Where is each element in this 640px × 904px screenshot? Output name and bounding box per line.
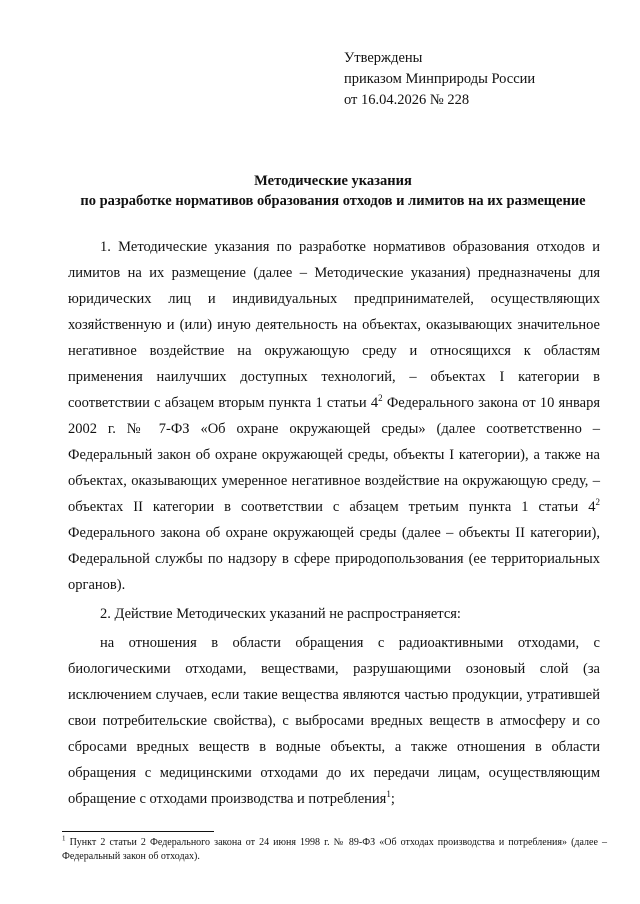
paragraph-1 xyxy=(68,234,600,598)
document-body xyxy=(68,234,600,812)
approval-block xyxy=(344,48,535,111)
title-line-2: по разработке нормативов образования отходов и лимитов на их размещение xyxy=(80,193,586,209)
paragraph-3-end: ; xyxy=(390,791,395,807)
superscript-article-index-2: 2 xyxy=(595,497,600,508)
approval-line-order: приказом Минприроды России xyxy=(344,71,536,87)
paragraph-1-text-b: Федерального закона от 10 января 2002 г. № 7-ФЗ «Об охране окружающей среды» (далее соответственно – Федеральный закон об охране окружающей среды, объекты I категории), а также на объектах, оказывающих умеренное негативное воздействие на окружающую среду, – объектах II категории в соответствии с абзацем третьим пункта 1 статьи 4 xyxy=(68,395,600,515)
footnote-mark: 1 xyxy=(62,834,66,843)
footnote-reference: 1 xyxy=(386,789,391,800)
superscript-article-index: 2 xyxy=(378,393,383,404)
paragraph-2: 2. Действие Методических указаний не распространяется: xyxy=(100,606,461,622)
footnote xyxy=(62,836,607,864)
footnote-text: Пункт 2 статьи 2 Федерального закона от 24 июня 1998 г. № 89-ФЗ «Об отходах производства и потребления» (далее – Федеральный закон об отходах). xyxy=(62,837,607,862)
paragraph-3 xyxy=(68,630,600,812)
approval-line-approved: Утверждены xyxy=(344,50,423,66)
paragraph-1-text-c: Федерального закона об охране окружающей среды (далее – объекты II категории), Федеральной службы по надзору в сфере природопользования (ее территориальных органов). xyxy=(68,525,600,593)
paragraph-3-text: на отношения в области обращения с радиоактивными отходами, с биологическими отходами, веществами, разрушающими озоновый слой (за исключением случаев, если такие вещества являются частью продукции, утратившей свои потребительские свойства), с выбросами вредных веществ в атмосферу и со сбросами вредных веществ в водные объекты, а также отношения в области обращения с медицинскими отходами до их передачи лицам, осуществляющим обращение с отходами производства и потребления xyxy=(68,635,600,807)
title-line-1: Методические указания xyxy=(254,173,412,189)
footnote-separator xyxy=(62,831,214,832)
document-title xyxy=(40,171,626,211)
paragraph-1-text-a: 1. Методические указания по разработке нормативов образования отходов и лимитов на их размещение (далее – Методические указания) предназначены для юридических лиц и индивидуальных предпринимателей, осуществляющих хозяйственную и (или) иную деятельность на объектах, оказывающих значительное негативное воздействие на окружающую среду и относящихся к областям применения наилучших доступных технологий, – объектах I категории в соответствии с абзацем вторым пункта 1 статьи 4 xyxy=(68,239,600,411)
approval-line-date-number: от 16.04.2026 № 228 xyxy=(344,92,470,108)
